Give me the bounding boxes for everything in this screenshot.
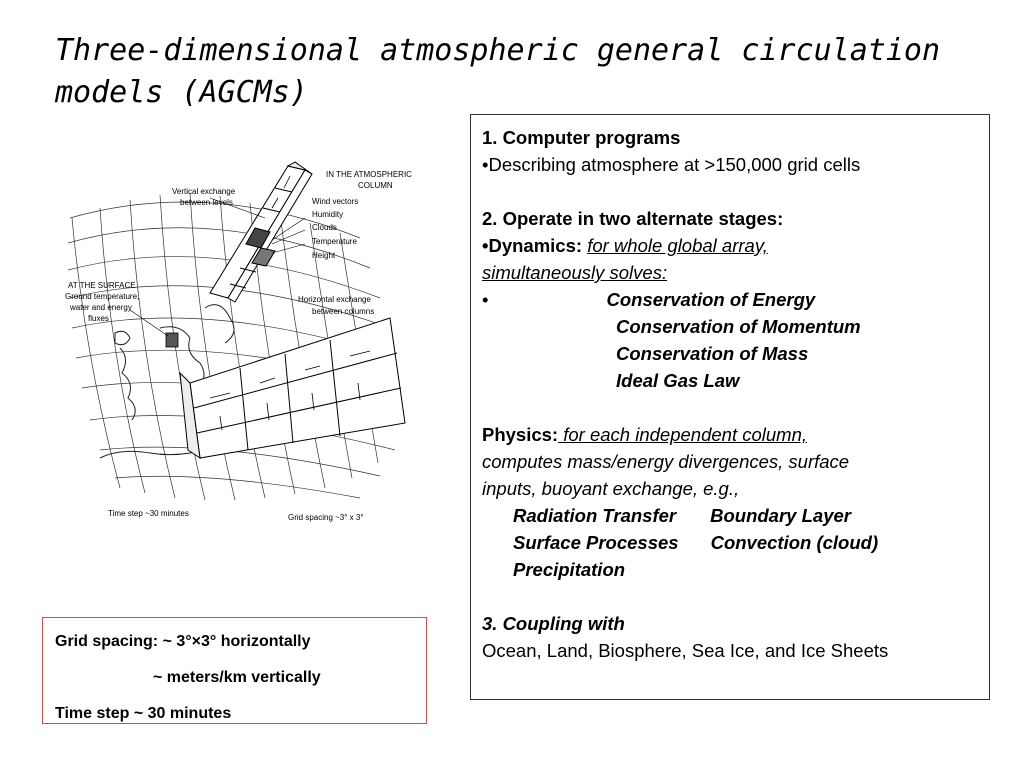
dynamics-text-2: simultaneously solves: <box>482 262 668 283</box>
label-surface-2: Ground temperature, <box>65 292 140 301</box>
label-horizontal-1: Horizontal exchange <box>298 295 371 304</box>
dynamics-text-1: for whole global array, <box>587 235 768 256</box>
label-atmospheric-column-1: IN THE ATMOSPHERIC <box>326 170 412 179</box>
dynamics-item-ideal-gas: Ideal Gas Law <box>616 370 740 391</box>
physics-text-3: inputs, buoyant exchange, e.g., <box>482 478 740 499</box>
dynamics-item-mass: Conservation of Mass <box>616 343 809 364</box>
label-surface-3: water and energy <box>70 303 132 312</box>
label-height: Height <box>312 251 336 260</box>
physics-text-2: computes mass/energy divergences, surface <box>482 451 850 472</box>
label-vertical-exchange-1: Vertical exchange <box>172 187 236 196</box>
section-3-heading: 3. Coupling with <box>482 613 625 634</box>
label-atmospheric-column-2: COLUMN <box>358 181 393 190</box>
agcm-grid-diagram <box>60 158 460 530</box>
dynamics-item-energy: Conservation of Energy <box>606 289 816 310</box>
grid-line-2: ~ meters/km vertically <box>153 669 321 686</box>
dynamics-bullet: • <box>482 235 489 256</box>
atmospheric-column <box>210 162 312 302</box>
physics-item-precipitation: Precipitation <box>513 559 626 580</box>
dynamics-item-momentum: Conservation of Momentum <box>616 316 861 337</box>
dynamics-label: Dynamics: <box>488 235 583 256</box>
physics-item-surface: Surface Processes <box>513 532 679 553</box>
label-grid-spacing: Grid spacing ~3° x 3° <box>288 513 364 522</box>
label-surface-4: fluxes <box>88 314 109 323</box>
section-1-heading: 1. Computer programs <box>482 127 681 148</box>
physics-item-radiation: Radiation Transfer <box>513 505 677 526</box>
grid-line-1: Grid spacing: ~ 3°×3° horizontally <box>55 633 311 650</box>
grid-line-3: Time step ~ 30 minutes <box>55 705 232 722</box>
model-info-box <box>470 114 990 700</box>
horizontal-exchange-grid <box>180 318 405 458</box>
section-1-bullet: •Describing atmosphere at >150,000 grid cells <box>482 154 861 175</box>
surface-cell <box>166 333 178 347</box>
slide-title: Three-dimensional atmospheric general circulation models (AGCMs) <box>55 33 941 110</box>
label-humidity: Humidity <box>312 210 344 219</box>
physics-text-1: for each independent column, <box>558 424 808 445</box>
section-3-text: Ocean, Land, Biosphere, Sea Ice, and Ice Sheets <box>482 640 889 661</box>
physics-label: Physics: <box>482 424 559 445</box>
physics-item-convection: Convection (cloud) <box>710 532 879 553</box>
dynamics-line <box>482 232 989 259</box>
label-surface-1: AT THE SURFACE <box>68 281 136 290</box>
energy-bullet: • <box>482 289 489 310</box>
physics-item-boundary-layer: Boundary Layer <box>710 505 851 526</box>
label-temperature: Temperature <box>312 237 357 246</box>
label-vertical-exchange-2: between levels <box>180 198 233 207</box>
label-wind-vectors: Wind vectors <box>312 197 359 206</box>
grid-spacing-box <box>42 617 427 724</box>
label-time-step: Time step ~30 minutes <box>108 509 189 518</box>
section-2-heading: 2. Operate in two alternate stages: <box>482 208 784 229</box>
label-horizontal-2: between columns <box>312 307 375 316</box>
label-clouds: Clouds <box>312 223 337 232</box>
